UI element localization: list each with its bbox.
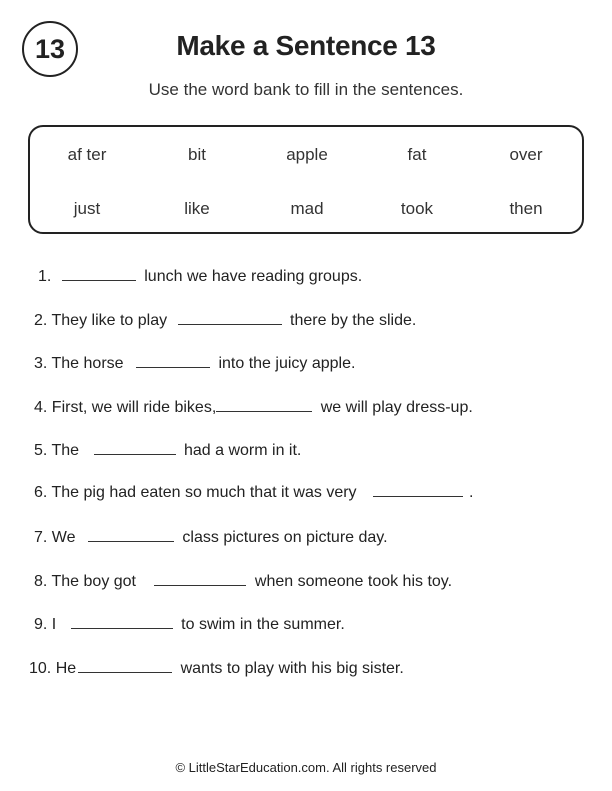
answer-blank[interactable] — [216, 397, 312, 412]
sentence-text-after: into the juicy apple. — [218, 355, 356, 372]
sentence-text-before: First, we will ride bikes, — [51, 399, 217, 416]
sentence-text-after: we will play dress-up. — [320, 399, 473, 416]
sentence-10 — [29, 658, 404, 678]
word-bank-item: af ter — [67, 145, 107, 164]
copyright-footer: © LittleStarEducation.com. All rights reserved — [175, 760, 437, 775]
instructions: Use the word bank to fill in the sentences. — [148, 80, 464, 99]
word-bank-item: bit — [188, 145, 206, 164]
sentence-number: 4. — [34, 399, 48, 416]
sentence-text-before: I — [51, 616, 57, 633]
answer-blank[interactable] — [136, 353, 210, 368]
sentence-5 — [34, 440, 301, 460]
word-bank-item: like — [184, 199, 210, 218]
sentence-6 — [34, 482, 473, 502]
sentence-number: 5. — [34, 442, 48, 459]
sentence-1 — [38, 266, 362, 286]
sentence-text-before: The horse — [51, 355, 124, 372]
sentence-text-after: to swim in the summer. — [181, 616, 345, 633]
sentence-text-after: . — [469, 484, 474, 501]
sentence-number: 1. — [38, 268, 52, 285]
word-bank-item: then — [509, 199, 543, 218]
sentence-text-after: class pictures on picture day. — [182, 529, 388, 546]
sentence-number: 8. — [34, 573, 48, 590]
sentence-number: 6. — [34, 484, 48, 501]
sentence-text-after: there by the slide. — [290, 312, 417, 329]
word-bank — [28, 125, 584, 234]
word-bank-item: apple — [286, 145, 328, 164]
word-bank-item: over — [509, 145, 543, 164]
word-bank-item: mad — [290, 199, 324, 218]
sentence-7 — [34, 527, 388, 547]
sentence-text-after: lunch we have reading groups. — [144, 268, 363, 285]
sentence-4 — [34, 397, 473, 417]
answer-blank[interactable] — [71, 614, 173, 629]
sentence-text-after: when someone took his toy. — [254, 573, 453, 590]
sentence-text-after: had a worm in it. — [183, 442, 302, 459]
sentence-9 — [34, 614, 345, 634]
sentence-text-before: They like to play — [51, 312, 168, 329]
word-bank-item: fat — [407, 145, 427, 164]
sentence-text-before: The boy got — [51, 573, 136, 590]
sentence-number: 10. — [29, 660, 52, 677]
sentence-8 — [34, 571, 452, 591]
page-title: Make a Sentence 13 — [176, 30, 436, 61]
sentence-2 — [34, 310, 416, 330]
sentence-text-before: The — [51, 442, 80, 459]
sentence-text-before: He — [55, 660, 77, 677]
sentence-number: 9. — [34, 616, 48, 633]
sentence-number: 3. — [34, 355, 48, 372]
sentence-text-before: We — [51, 529, 76, 546]
word-bank-item: just — [73, 199, 101, 218]
answer-blank[interactable] — [62, 266, 136, 281]
answer-blank[interactable] — [178, 310, 282, 325]
answer-blank[interactable] — [94, 440, 176, 455]
answer-blank[interactable] — [78, 658, 172, 673]
answer-blank[interactable] — [154, 571, 246, 586]
word-bank-item: took — [400, 199, 434, 218]
sentence-text-after: wants to play with his big sister. — [180, 660, 404, 677]
sentence-number: 2. — [34, 312, 48, 329]
badge-number: 13 — [34, 33, 66, 64]
answer-blank[interactable] — [373, 482, 463, 497]
answer-blank[interactable] — [88, 527, 174, 542]
sentence-3 — [34, 353, 355, 373]
sentence-number: 7. — [34, 529, 48, 546]
sentence-text-before: The pig had eaten so much that it was very — [51, 484, 357, 501]
